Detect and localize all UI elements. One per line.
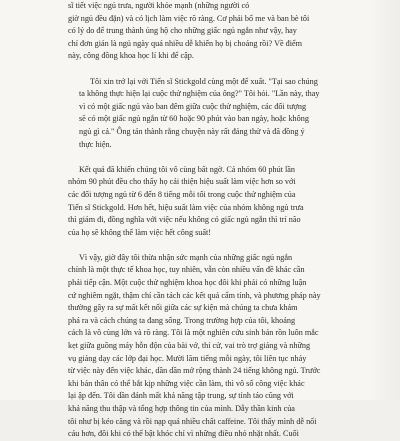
text-line: khi bản thân có thể bắt kịp những việc cần làm, thì vô số công việc khác — [68, 378, 305, 388]
text-line: từ việc này đến việc khác, dần dần mở rộng thành 24 tiếng không ngủ. Trước — [68, 366, 321, 376]
paragraph-spacer — [68, 151, 348, 164]
paragraph-spacer — [68, 63, 348, 76]
paragraph — [68, 76, 348, 152]
text-line: thì giảm đi, đồng nghĩa với việc nếu không có giấc ngủ ngắn thì trí não — [68, 215, 301, 225]
text-line: vì có một giấc ngủ vào ban đêm giữa cuộc thử nghiệm, các đối tượng — [79, 101, 307, 111]
text-line: lại ập đến. Tôi dần đánh mất khả năng tập trung, sự tỉnh táo cũng với — [68, 391, 294, 401]
text-line: kẹt giữa guồng máy hỗn độn của bài vở, thí cử, vai trò trợ giảng và những — [68, 341, 311, 351]
text-line: chính là một thực tế khoa học, tuy nhiên, vẫn còn nhiều vấn đề khác cần — [68, 265, 305, 275]
text-line: thực hiện. — [79, 139, 112, 149]
text-line: các đối tượng ngủ từ 6 đến 8 tiếng mỗi tối trong cuộc thử nghiệm của — [68, 189, 296, 199]
paragraph — [68, 0, 348, 63]
page-edge-shadow — [370, 0, 400, 400]
text-line: thường gây ra sự mất kết nối giữa các sự kiện mà chúng ta chưa khám — [68, 303, 298, 313]
text-line: này, công đồng khoa học lí khi để cập. — [68, 51, 194, 61]
paragraph-spacer — [68, 239, 348, 252]
text-line: cáu hơn, đôi khi có thể bật khóc chỉ vì những điều nhỏ nhặt nhất. Cuối — [68, 429, 299, 439]
text-line: sĩ tiết việc ngủ trưa, người khỏe mạnh (những người có — [68, 1, 250, 10]
text-line: tôi như bị kéo căng và rồi nạp quá nhiều chất caffeine. Tôi thấy mình dễ nổi — [68, 416, 317, 426]
text-line: phải tiếp cận. Một cuộc thử nghiệm khoa học đôi khi phải có những luận — [68, 278, 307, 288]
text-line: ta không thực hiện lại cuộc thử nghiệm của ông?" Tôi hỏi. "Lần này, thay — [79, 89, 320, 99]
text-line: cứ nghiêm ngặt, thậm chí cần tách các kết quả cẩm tính, và phương pháp này — [68, 290, 321, 300]
text-line: cách là vô cùng lớn và rõ ràng. Tôi là một nghiên cứu sinh bán rồn luôn mắc — [68, 328, 319, 338]
text-line: phá ra và cách chúng ta đang sống. Trong trường hợp của tôi, khoảng — [68, 315, 296, 325]
text-line: của họ sẽ không thể làm việc hết công suất! — [68, 227, 212, 237]
paragraph — [68, 252, 348, 441]
text-line: sẽ có một giấc ngủ ngắn từ 60 hoặc 90 phút vào ban ngày, hoặc không — [79, 114, 309, 124]
paragraph — [68, 164, 348, 240]
text-line: có lý do để trung thành ủng hộ cho những giấc ngủ ngắn như vậy, hay — [68, 26, 297, 36]
text-line: giờ ngủ đều đặn) và có lịch làm việc rõ ràng. Cơ phải bổ me và ban bè tôi — [68, 13, 310, 23]
text-line: nhóm 90 phút đều cho thấy họ cải thiện hiệu suất làm việc hơn so với — [68, 177, 296, 187]
text-line: vụ giảng dạy các lớp đại học. Mười lăm tiếng mỗi ngày, tôi liên tục nhảy — [68, 353, 307, 363]
text-line: ngủ gì cả." Ông tán thành rằng chuyện này rất đáng thử và đã đồng ý — [79, 126, 305, 136]
text-line: Tôi xin trở lại với Tiến sĩ Stickgold cùng một để xuất. "Tại sao chúng — [90, 76, 318, 86]
text-line: khả năng thu thập và tổng hợp thông tin của mình. Dẫy thần kinh của — [68, 404, 295, 413]
text-line: Kết quả đã khiến chúng tôi vô cùng bất ngờ. Cả nhóm 60 phút lần — [79, 164, 296, 174]
text-line: Tiến sĩ Stickgold. Hơn hết, hiệu suất làm việc của nhóm không ngủ trưa — [68, 202, 304, 212]
body-text — [68, 0, 348, 441]
text-line: Vì vậy, giờ đây tôi thừa nhận sức mạnh của những giấc ngủ ngắn — [79, 252, 293, 262]
text-line: chỉ đơn giản là ngủ ngày quá nhiều dễ khiến họ bị choáng rồi? Về điểm — [68, 38, 303, 48]
